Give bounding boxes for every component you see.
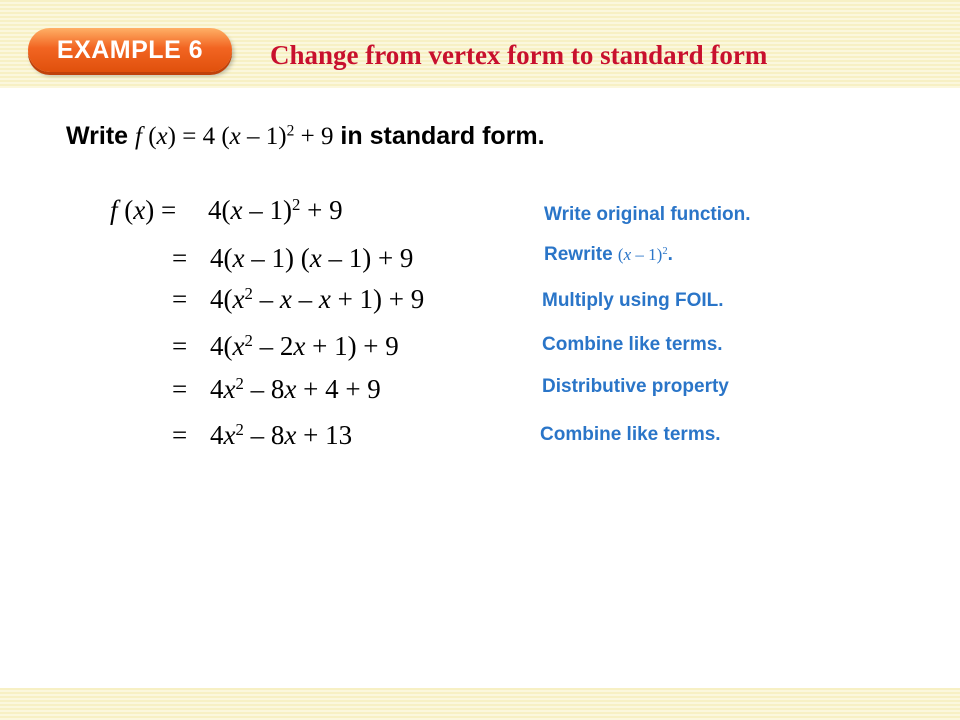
- example-badge: [28, 28, 232, 72]
- step-1-rhs: 4(x – 1)$^2$ + 9: [208, 194, 343, 225]
- page-title: Change from vertex form to standard form: [270, 40, 768, 70]
- prompt-suffix: in standard form.: [340, 122, 545, 150]
- step-4-note: Combine like terms.: [542, 334, 723, 355]
- prompt-expression: f (x) = 4 (x – 1)$^2$ + 9: [135, 122, 334, 150]
- problem-statement: [66, 122, 545, 151]
- step-6-rhs: $4x^2 - 8x + 13$: [210, 419, 353, 450]
- footer-band: [0, 688, 960, 720]
- step-4-rhs: $4(x^2 - 2x + 1) + 9$: [210, 330, 399, 361]
- step-2-lhs: =: [172, 243, 188, 273]
- step-4-lhs: =: [172, 331, 188, 361]
- step-5-rhs: $4x^2 - 8x + 4 + 9$: [210, 373, 381, 404]
- step-5-lhs: =: [172, 374, 188, 404]
- step-2-rhs: 4(x – 1) (x – 1) + 9: [210, 243, 414, 273]
- prompt-lead: Write: [66, 122, 129, 150]
- step-1-note: Write original function.: [544, 204, 751, 225]
- example-badge-label: EXAMPLE 6: [56, 35, 204, 64]
- step-6-lhs: =: [172, 420, 188, 450]
- step-3-note: Multiply using FOIL.: [542, 290, 724, 311]
- step-5-note: Distributive property: [542, 376, 729, 397]
- step-3-rhs: $4(x^2 - x - x + 1) + 9$: [210, 283, 425, 314]
- step-2-note: Rewrite (x – 1)$^2$.: [544, 244, 673, 265]
- step-3-lhs: =: [172, 284, 188, 314]
- step-6-note: Combine like terms.: [540, 424, 721, 445]
- step-1-lhs: f (x) =: [110, 195, 177, 225]
